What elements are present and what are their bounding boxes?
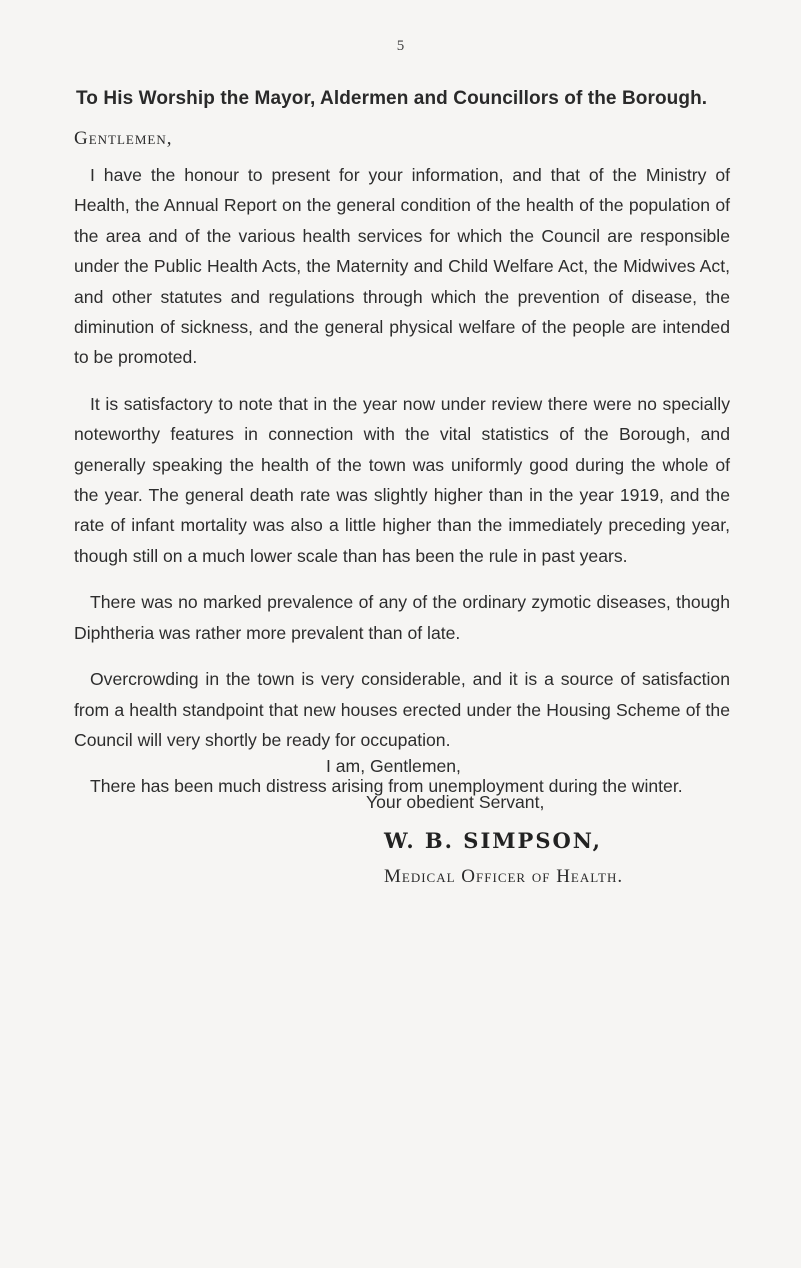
letter-body — [74, 160, 730, 818]
closing-valediction: Your obedient Servant, — [366, 792, 545, 812]
paragraph-introduction: I have the honour to present for your information, and that of the Ministry of Health, the Annual Report on the general condition of the health of the population of the area and of the various health services for which the Council are responsible under the Public Health Acts, the Maternity and Child Welfare Act, the Midwives Act, and other statutes and regulations through which the prevention of disease, the diminution of sickness, and the general physical welfare of the people are intended to be promoted. — [74, 165, 730, 368]
salutation: Gentlemen, — [74, 128, 173, 149]
address-heading: To His Worship the Mayor, Aldermen and Councillors of the Borough. — [76, 88, 708, 109]
closing-greeting: I am, Gentlemen, — [326, 756, 461, 776]
page-number: 5 — [396, 38, 405, 54]
signatory-title: Medical Officer of Health. — [384, 866, 624, 887]
signature-name: W. B. SIMPSON, — [384, 828, 602, 853]
paragraph-unemployment: There has been much distress arising from unemployment during the winter. — [90, 776, 683, 797]
paragraph-zymotic-diseases: There was no marked prevalence of any of the ordinary zymotic diseases, though Diphtheria was rather more prevalent than of late. — [74, 592, 730, 643]
paragraph-vital-statistics: It is satisfactory to note that in the year now under review there were no specially noteworthy features in connection with the vital statistics of the Borough, and generally speaking the health of the town was uniformly good during the whole of the year. The general death rate was slightly higher than in the year 1919, and the rate of infant mortality was also a little higher than the immediately preceding year, though still on a much lower scale than has been the rule in past years. — [74, 393, 730, 566]
paragraph-overcrowding: Overcrowding in the town is very considerable, and it is a source of satisfaction from a health standpoint that new houses erected under the Housing Scheme of the Council will very shortly be ready for occupation. — [74, 669, 730, 750]
